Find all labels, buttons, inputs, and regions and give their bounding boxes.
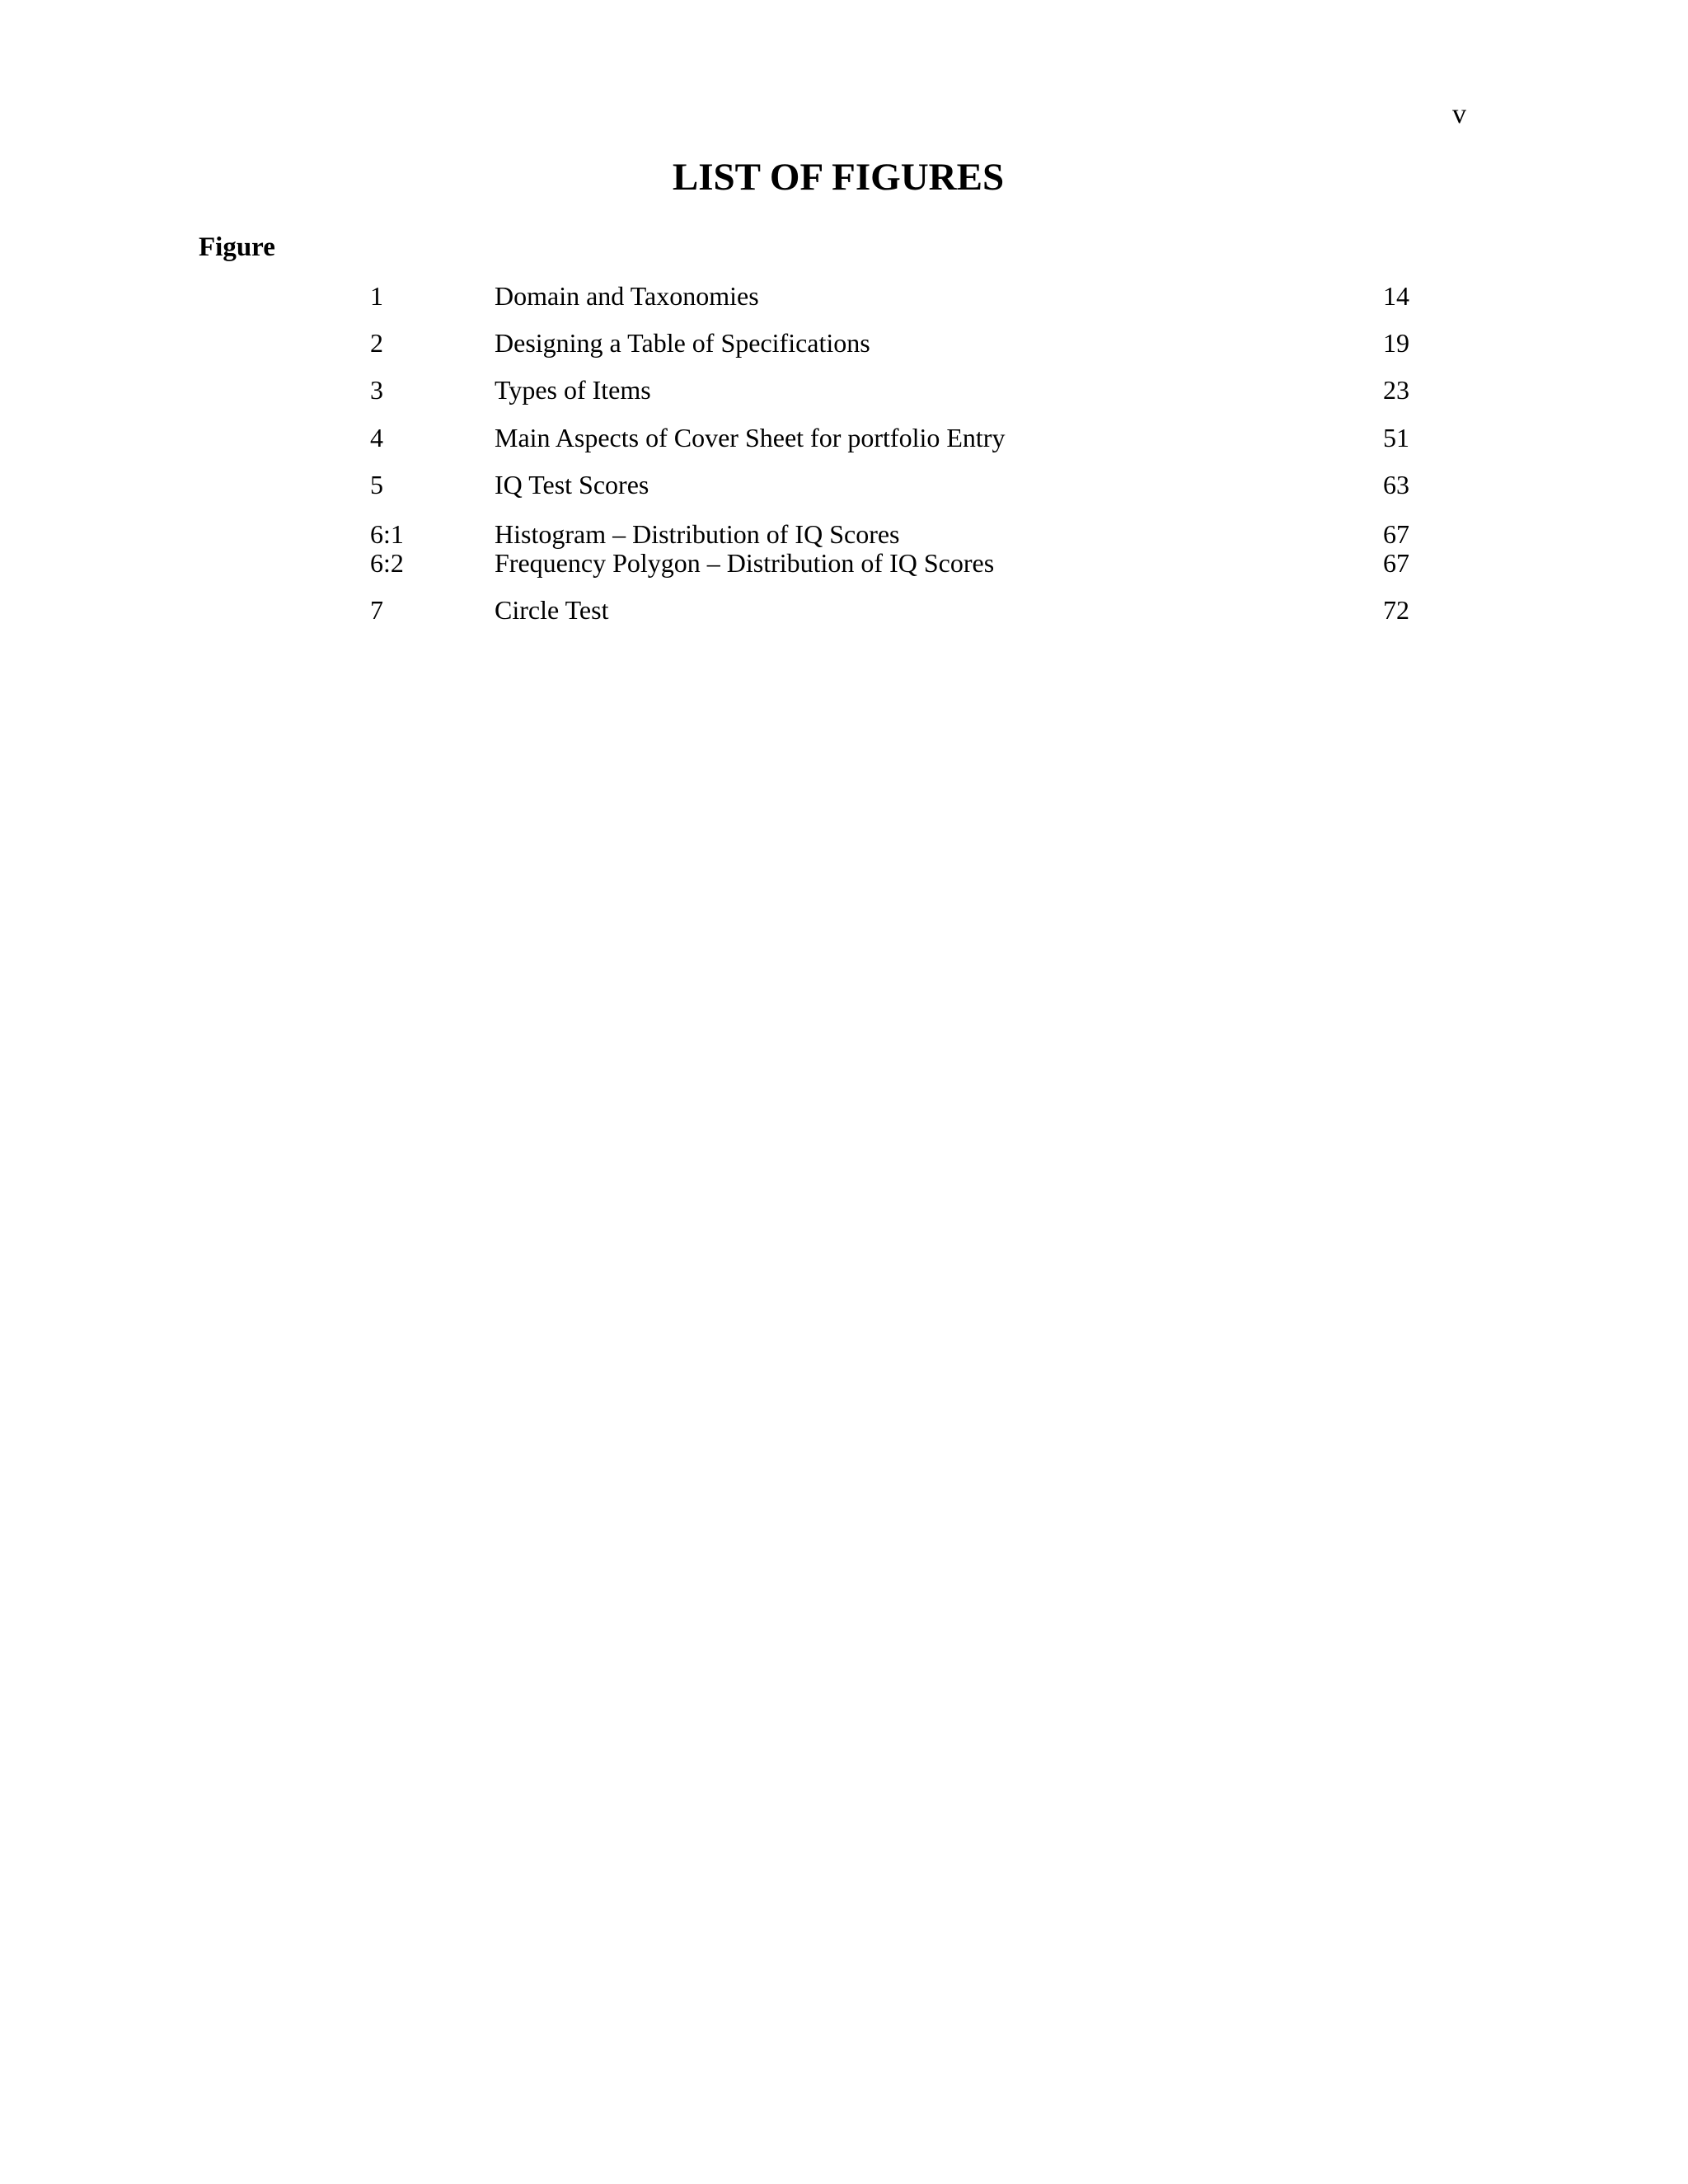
figure-entry [0, 421, 1688, 454]
figure-page-number: 23 [1383, 375, 1409, 405]
figure-number: 7 [370, 595, 383, 625]
figure-title: IQ Test Scores [495, 470, 649, 499]
figure-entry [0, 593, 1688, 626]
figure-number: 1 [370, 281, 383, 311]
figure-page-number: 67 [1383, 519, 1409, 549]
figure-title: Frequency Polygon – Distribution of IQ Scores [495, 548, 995, 578]
figure-entry [0, 468, 1688, 501]
page-number: v [1452, 99, 1466, 129]
figure-number: 4 [370, 423, 383, 452]
figure-number: 2 [370, 328, 383, 358]
figure-page-number: 51 [1383, 423, 1409, 452]
figure-number: 6:1 [370, 519, 404, 549]
figure-entry [0, 279, 1688, 312]
figure-entry [0, 518, 1688, 551]
figure-number: 5 [370, 470, 383, 499]
figure-title: Types of Items [495, 375, 651, 405]
figure-column-heading: Figure [199, 232, 275, 262]
figure-title: Domain and Taxonomies [495, 281, 759, 311]
figure-page-number: 72 [1383, 595, 1409, 625]
figure-entry [0, 326, 1688, 359]
figure-entry [0, 373, 1688, 406]
figure-entry [0, 546, 1688, 579]
figure-page-number: 63 [1383, 470, 1409, 499]
figure-page-number: 67 [1383, 548, 1409, 578]
figure-page-number: 14 [1383, 281, 1409, 311]
figure-title: Designing a Table of Specifications [495, 328, 870, 358]
figure-number: 3 [370, 375, 383, 405]
figure-title: Circle Test [495, 595, 609, 625]
page-title: LIST OF FIGURES [672, 156, 1005, 199]
figure-title: Main Aspects of Cover Sheet for portfolio Entry [495, 423, 1006, 452]
figure-title: Histogram – Distribution of IQ Scores [495, 519, 900, 549]
figure-page-number: 19 [1383, 328, 1409, 358]
figure-number: 6:2 [370, 548, 404, 578]
